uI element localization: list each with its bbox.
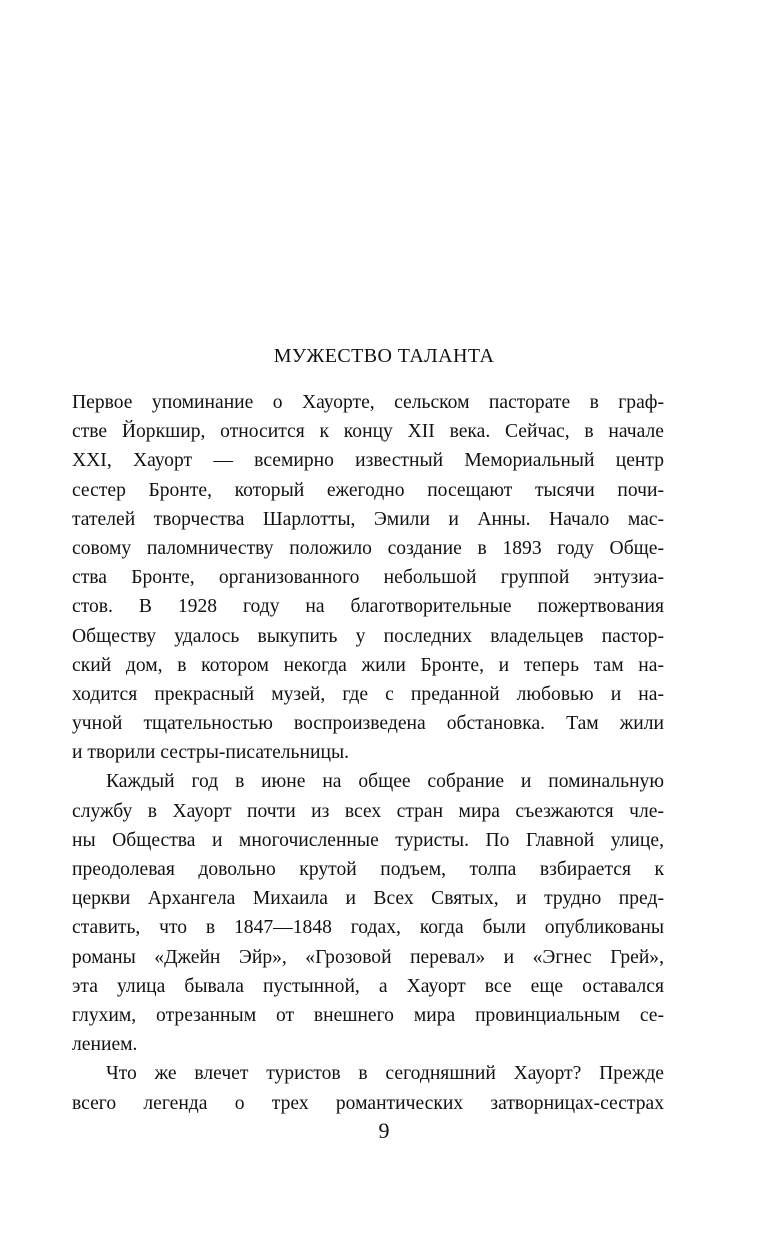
text-line-5: тателей творчества Шарлотты, Эмили и Анны. Начало мас- xyxy=(72,508,664,530)
text-line-13: и творили сестры-писательницы. xyxy=(72,742,350,764)
text-line-22: глухим, отрезанным от внешнего мира провинциальным се- xyxy=(72,1004,664,1026)
text-line-4: сестер Бронте, который ежегодно посещают тысячи почи- xyxy=(72,479,664,501)
text-line-6: совому паломничеству положило создание в 1893 году Обще- xyxy=(72,537,664,559)
text-line-19: ставить, что в 1847—1848 годах, когда были опубликованы xyxy=(72,917,664,939)
text-line-25: всего легенда о трех романтических затворницах-сестрах xyxy=(72,1092,664,1114)
text-line-11: ходится прекрасный музей, где с преданной любовью и на- xyxy=(72,683,664,705)
text-line-12: учной тщательностью воспроизведена обстановка. Там жили xyxy=(72,713,664,735)
text-line-1: Первое упоминание о Хауорте, сельском пасторате в граф- xyxy=(72,392,664,413)
text-line-9: Обществу удалось выкупить у последних владельцев пастор- xyxy=(72,625,664,647)
text-line-14: Каждый год в июне на общее собрание и поминальную xyxy=(106,771,664,793)
text-line-24: Что же влечет туристов в сегодняшний Хауорт? Прежде xyxy=(106,1063,664,1085)
text-line-16: ны Общества и многочисленные туристы. По Главной улице, xyxy=(72,829,664,851)
text-line-15: службу в Хауорт почти из всех стран мира съезжаются чле- xyxy=(72,800,664,822)
page-number: 9 xyxy=(378,1118,390,1143)
text-line-23: лением. xyxy=(72,1034,138,1056)
text-line-3: XXI, Хауорт — всемирно известный Мемориальный центр xyxy=(72,450,664,472)
text-line-8: стов. В 1928 году на благотворительные пожертвования xyxy=(72,596,664,618)
chapter-title: МУЖЕСТВО ТАЛАНТА xyxy=(273,345,495,367)
text-line-18: церкви Архангела Михаила и Всех Святых, и трудно пред- xyxy=(72,888,664,910)
chapter-text xyxy=(72,388,664,1118)
text-line-17: преодолевая довольно крутой подъем, толпа взбирается к xyxy=(72,859,664,880)
text-line-21: эта улица бывала пустынной, а Хауорт все еще оставался xyxy=(72,975,664,997)
text-line-10: ский дом, в котором некогда жили Бронте, и теперь там на- xyxy=(72,654,664,676)
text-line-2: стве Йоркшир, относится к концу XII века. Сейчас, в начале xyxy=(72,421,664,443)
text-line-7: ства Бронте, организованного небольшой группой энтузиа- xyxy=(72,567,664,589)
text-line-20: романы «Джейн Эйр», «Грозовой перевал» и «Эгнес Грей», xyxy=(72,946,664,968)
